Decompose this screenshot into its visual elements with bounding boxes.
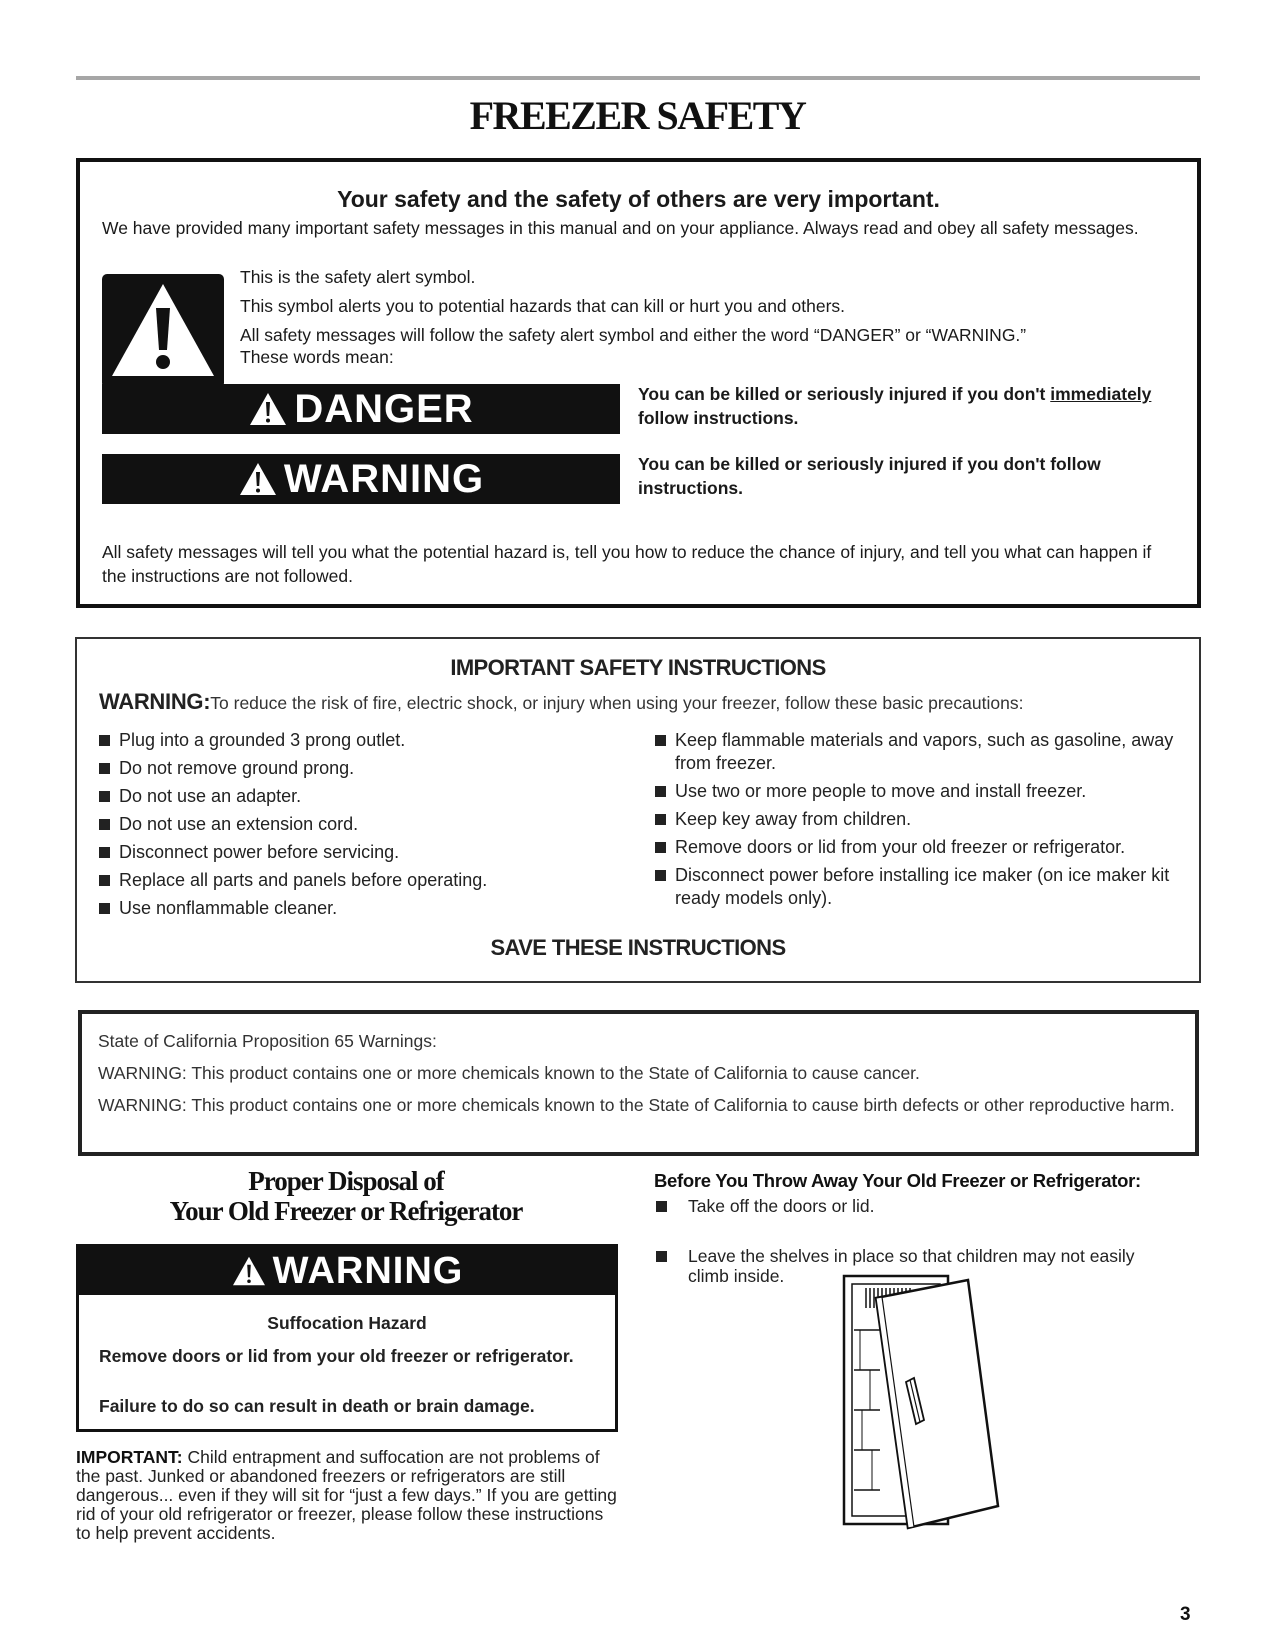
safety-heading: Your safety and the safety of others are very important. <box>337 186 940 212</box>
freezer-door-illustration <box>840 1270 1020 1532</box>
list-item: Use two or more people to move and install freezer. <box>655 780 1175 803</box>
instructions-heading: IMPORTANT SAFETY INSTRUCTIONS <box>450 655 826 680</box>
bullet-icon <box>655 870 666 881</box>
instructions-warning-label: WARNING: <box>99 689 211 714</box>
bullet-icon <box>99 875 110 886</box>
list-item: Do not use an adapter. <box>99 785 619 808</box>
danger-text-emphasis: immediately <box>1050 384 1152 404</box>
bullet-icon <box>99 763 110 774</box>
precautions-list-right <box>655 729 1175 915</box>
suffocation-warning-bar <box>79 1247 615 1295</box>
alert-triangle-icon <box>248 391 288 427</box>
suffocation-warning-box <box>76 1244 618 1432</box>
important-paragraph <box>76 1448 621 1543</box>
hazard-title: Suffocation Hazard <box>267 1313 427 1333</box>
disposal-title-line2: Your Old Freezer or Refrigerator <box>169 1196 523 1226</box>
page-title: FREEZER SAFETY <box>469 93 806 138</box>
prop65-birth-defects-warning: WARNING: This product contains one or more chemicals known to the State of California to cause birth defects or other reproductive harm. <box>98 1095 1175 1115</box>
bullet-icon <box>99 735 110 746</box>
list-item: Plug into a grounded 3 prong outlet. <box>99 729 619 752</box>
list-item: Disconnect power before servicing. <box>99 841 619 864</box>
prop65-box <box>78 1010 1199 1156</box>
alert-line: This symbol alerts you to potential hazards that can kill or hurt you and others. <box>240 296 846 316</box>
prop65-heading: State of California Proposition 65 Warnings: <box>98 1031 437 1051</box>
bullet-icon <box>656 1201 667 1212</box>
list-item: Keep flammable materials and vapors, such as gasoline, away from freezer. <box>655 729 1175 775</box>
disposal-title-line1: Proper Disposal of <box>248 1166 444 1196</box>
safety-intro-box <box>76 158 1201 608</box>
important-text: Child entrapment and suffocation are not problems of the past. Junked or abandoned freezers or refrigerators are still dangerous... even if they will sit for “just a few days.” If you are getting rid of your old refrigerator or freezer, please follow these instructions to help prevent accidents. <box>76 1447 617 1543</box>
before-throw-away-heading: Before You Throw Away Your Old Freezer or Refrigerator: <box>654 1170 1141 1191</box>
bullet-icon <box>99 903 110 914</box>
list-item: Take off the doors or lid. <box>654 1196 1174 1216</box>
danger-description <box>638 382 1183 430</box>
safety-intro-text: We have provided many important safety messages in this manual and on your appliance. Always read and obey all safety messages. <box>102 218 1139 238</box>
instructions-warning-text: To reduce the risk of fire, electric shock, or injury when using your freezer, follow these basic precautions: <box>210 693 1024 713</box>
list-item: Use nonflammable cleaner. <box>99 897 619 920</box>
instructions-warning <box>99 689 1023 715</box>
hazard-instruction: Remove doors or lid from your old freezer or refrigerator. <box>99 1346 574 1366</box>
warning-description: You can be killed or seriously injured if you don't follow instructions. <box>638 454 1101 498</box>
bullet-icon <box>99 819 110 830</box>
bullet-icon <box>99 791 110 802</box>
list-item: Replace all parts and panels before operating. <box>99 869 619 892</box>
alert-triangle-icon <box>238 461 278 497</box>
list-item: Leave the shelves in place so that children may not easily climb inside. <box>654 1246 1174 1286</box>
safety-footer-text: All safety messages will tell you what the potential hazard is, tell you how to reduce the chance of injury, and tell you what can happen if the instructions are not followed. <box>102 542 1152 586</box>
list-item: Disconnect power before installing ice maker (on ice maker kit ready models only). <box>655 864 1175 910</box>
important-instructions-box <box>75 637 1201 983</box>
suffocation-warning-label: WARNING <box>272 1249 464 1292</box>
disposal-title <box>76 1166 616 1226</box>
top-divider <box>76 76 1200 80</box>
save-instructions-heading: SAVE THESE INSTRUCTIONS <box>490 935 786 960</box>
danger-text-after: follow instructions. <box>638 408 799 428</box>
alert-triangle-icon <box>231 1255 267 1287</box>
safety-alert-icon <box>102 274 224 388</box>
bullet-icon <box>655 786 666 797</box>
list-item: Remove doors or lid from your old freezer or refrigerator. <box>655 836 1175 859</box>
bullet-icon <box>655 735 666 746</box>
alert-line: All safety messages will follow the safety alert symbol and either the word “DANGER” or “WARNING.” <box>240 325 1027 345</box>
alert-line: These words mean: <box>240 347 394 367</box>
warning-label: WARNING <box>283 456 485 501</box>
bullet-icon <box>655 814 666 825</box>
bullet-icon <box>656 1251 667 1262</box>
list-item: Keep key away from children. <box>655 808 1175 831</box>
page-number: 3 <box>1180 1604 1191 1625</box>
list-item: Do not use an extension cord. <box>99 813 619 836</box>
danger-label: DANGER <box>294 386 474 431</box>
alert-line: This is the safety alert symbol. <box>240 267 476 287</box>
precautions-list-left <box>99 729 619 925</box>
warning-signal-bar <box>102 454 620 504</box>
danger-text-before: You can be killed or seriously injured if you don't <box>638 384 1046 404</box>
important-label: IMPORTANT: <box>76 1447 183 1467</box>
bullet-icon <box>655 842 666 853</box>
hazard-consequence: Failure to do so can result in death or brain damage. <box>99 1396 535 1416</box>
list-item: Do not remove ground prong. <box>99 757 619 780</box>
bullet-icon <box>99 847 110 858</box>
danger-signal-bar <box>102 384 620 434</box>
prop65-cancer-warning: WARNING: This product contains one or more chemicals known to the State of California to cause cancer. <box>98 1063 920 1083</box>
